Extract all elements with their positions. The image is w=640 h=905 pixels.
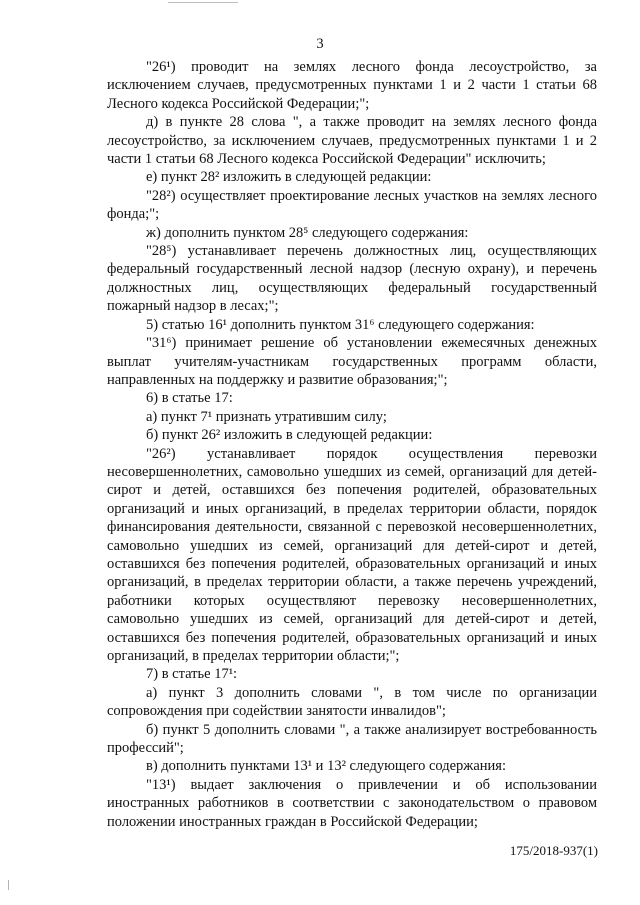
document-code: 175/2018-937(1) <box>509 843 598 858</box>
paragraph-6b: б) пункт 26² изложить в следующей редакции: <box>146 427 433 444</box>
scan-mark-top <box>168 2 238 3</box>
paragraph-26-1: "26¹) проводит на землях лесного фонда лесоустройство, за исключением случаев, предусмотренных пунктами 1 и 2 части 1 статьи 68 Лесного кодекса Российской Федерации;"; <box>107 59 597 112</box>
paragraph-6a: а) пункт 7¹ признать утратившим силу; <box>146 408 387 425</box>
paragraph-31-6: "31⁶) принимает решение об установлении ежемесячных денежных выплат учителям-участникам государственных программ области, направленных на поддержку и развитие образования;"; <box>107 335 597 388</box>
paragraph-7a: а) пункт 3 дополнить словами ", в том числе по организации сопровождения при содействии занятости инвалидов"; <box>107 684 597 720</box>
paragraph-item-7: 7) в статье 17¹: <box>146 666 238 683</box>
page-number: 3 <box>316 36 324 52</box>
paragraph-26-2: "26²) устанавливает порядок осуществления перевозки несовершеннолетних, самовольно ушедших из семей, организаций для детей-сирот и детей, оставшихся без попечения родителей, образовательных организаций и иных организаций, в пределах территории области, порядок финансирования деятельности, связанной с перевозкой несовершеннолетних, самовольно ушедших из семей, организаций для детей-сирот и детей, оставшихся без попечения родителей, образовательных организаций и иных организаций, в пределах территории области, а также перечень учреждений, работники которых осуществляют перевозку несовершеннолетних, самовольно ушедших из семей, организаций для детей-сирот и детей, оставшихся без попечения родителей, образовательных организаций и иных организаций, в пределах территории области;"; <box>107 445 597 664</box>
paragraph-28-5: "28⁵) устанавливает перечень должностных лиц, осуществляющих федеральный государственный лесной надзор (лесную охрану), и перечень должностных лиц, осуществляющих федеральный государственный пожарный надзор в лесах;"; <box>107 243 597 315</box>
paragraph-28-2: "28²) осуществляет проектирование лесных участков на землях лесного фонда;"; <box>107 187 597 223</box>
paragraph-item-6: 6) в статье 17: <box>146 390 233 407</box>
paragraph-e: е) пункт 28² изложить в следующей редакции: <box>146 169 432 186</box>
scan-mark-left <box>8 880 9 890</box>
paragraph-13-1: "13¹) выдает заключения о привлечении и об использовании иностранных работников в соответствии с законодательством о правовом положении иностранных граждан в Российской Федерации; <box>107 776 597 830</box>
paragraph-zh: ж) дополнить пунктом 28⁵ следующего содержания: <box>146 224 469 241</box>
paragraph-7b: б) пункт 5 дополнить словами ", а также анализирует востребованность профессий"; <box>107 721 597 757</box>
paragraph-item-5: 5) статью 16¹ дополнить пунктом 31⁶ следующего содержания: <box>146 316 535 333</box>
document-body <box>107 58 597 831</box>
paragraph-d: д) в пункте 28 слова ", а также проводит на землях лесного фонда лесоустройство, за исключением случаев, предусмотренных пунктами 1 и 2 части 1 статьи 68 Лесного кодекса Российской Федерации" исключить; <box>107 114 597 168</box>
paragraph-7v: в) дополнить пунктами 13¹ и 13² следующего содержания: <box>146 758 506 775</box>
